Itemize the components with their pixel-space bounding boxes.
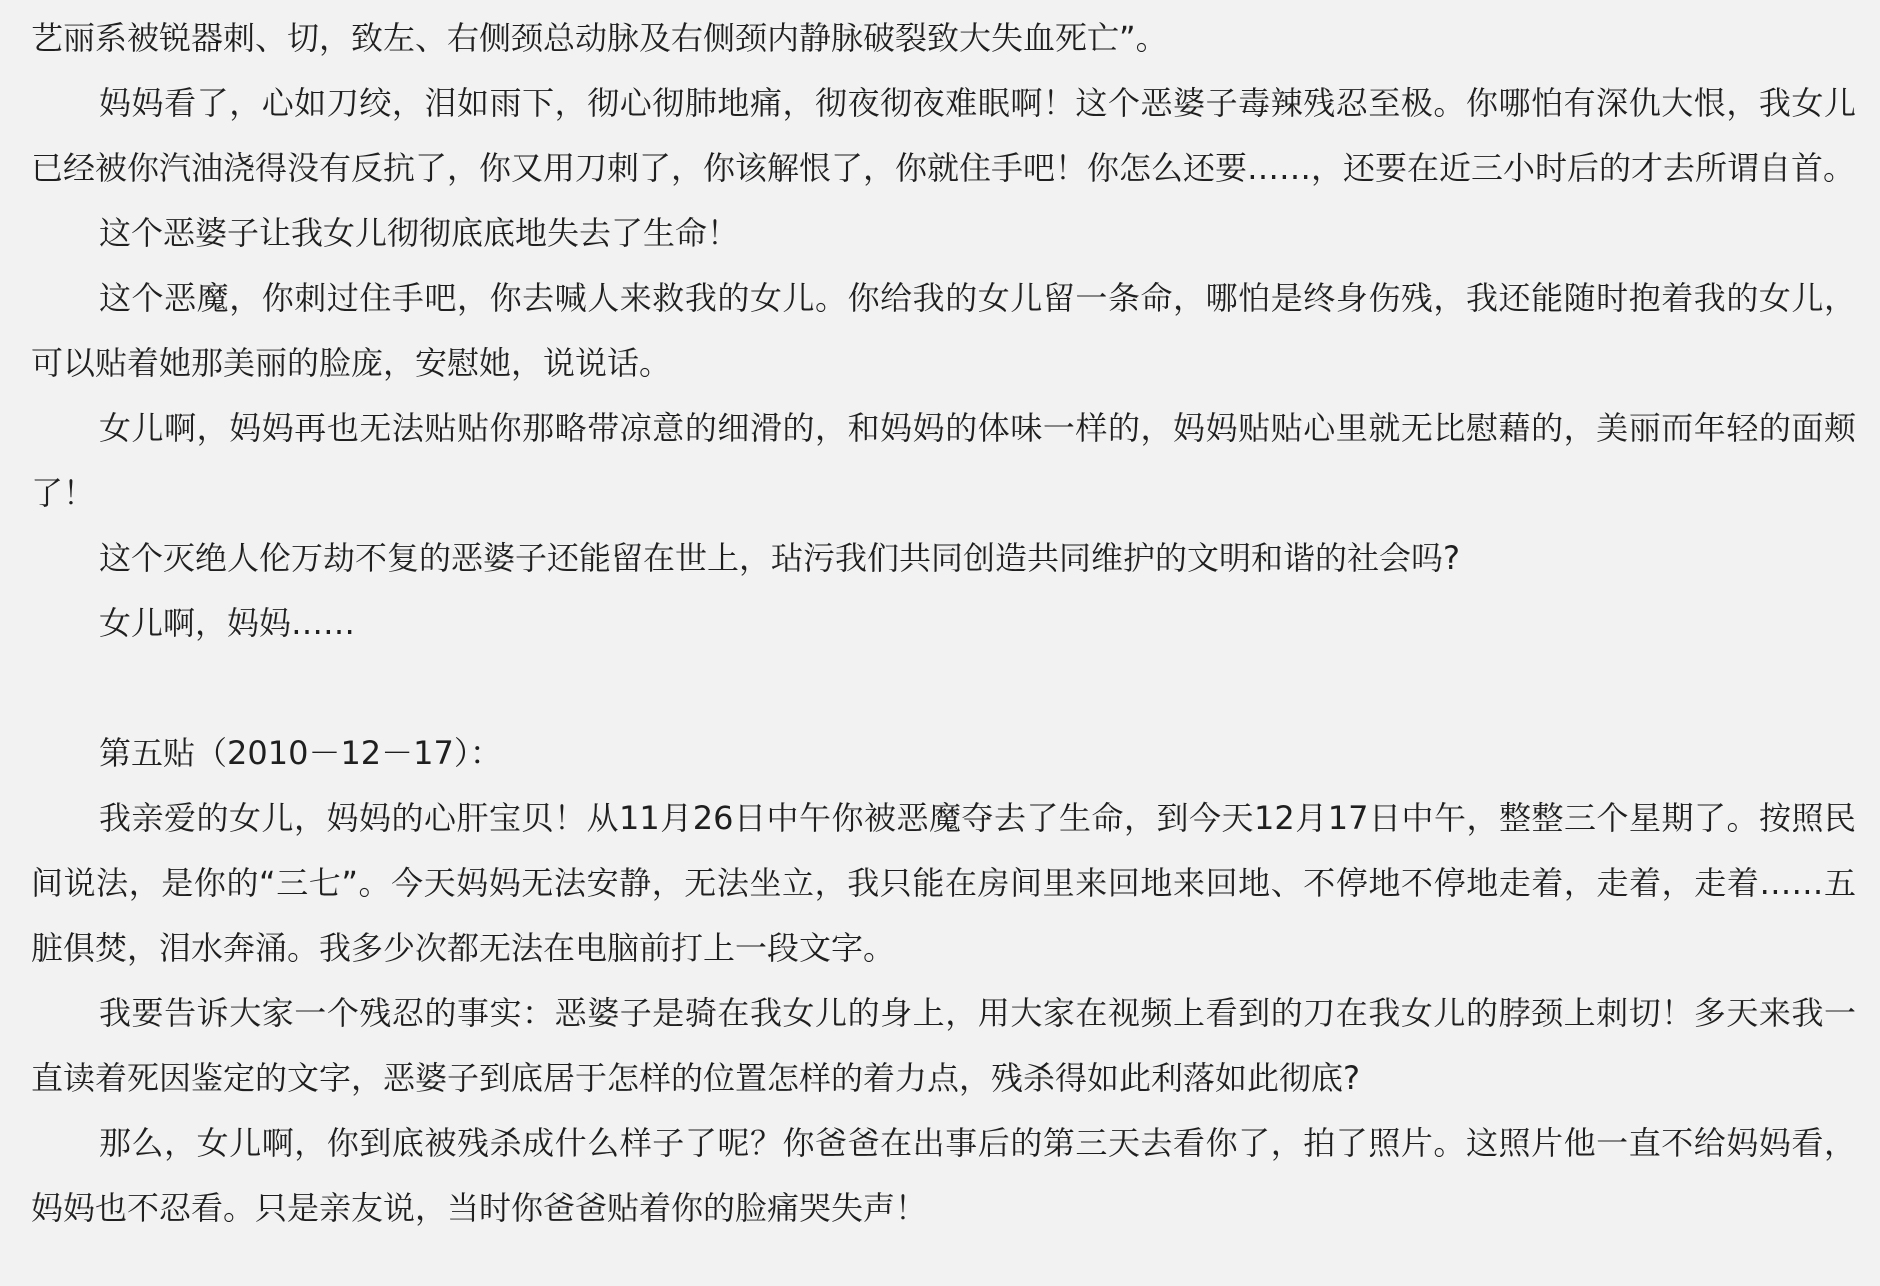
paragraph-mother-grief: 妈妈看了，心如刀绞，泪如雨下，彻心彻肺地痛，彻夜彻夜难眠啊！这个恶婆子毒辣残忍至极。你哪怕有深仇大恨，我女儿已经被你汽油浇得没有反抗了，你又用刀刺了，你该解恨了，你就住手吧！你怎么还要……，还要在近三小时后的才去所谓自首。 xyxy=(31,84,1856,187)
paragraph-lost-life: 这个恶婆子让我女儿彻彻底底地失去了生命！ xyxy=(99,214,740,252)
paragraph-daughter-call: 女儿啊，妈妈…… xyxy=(99,604,356,642)
paragraph-three-weeks: 我亲爱的女儿，妈妈的心肝宝贝！从11月26日中午你被恶魔夺去了生命，到今天12月17日中午，整整三个星期了。按照民间说法，是你的“三七”。今天妈妈无法安静，无法坐立，我只能在房间里来回地来回地、不停地不停地走着，走着，走着……五脏俱焚，泪水奔涌。我多少次都无法在电脑前打上一段文字。 xyxy=(31,799,1856,967)
paragraph-cause-of-death: 艺丽系被锐器刺、切，致左、右侧颈总动脉及右侧颈内静脉破裂致大失血死亡”。 xyxy=(31,19,1168,57)
post-heading: 第五贴（2010－12－17）： xyxy=(99,734,502,772)
paragraph-society-question: 这个灭绝人伦万劫不复的恶婆子还能留在世上，玷污我们共同创造共同维护的文明和谐的社会吗? xyxy=(99,539,1460,577)
paragraph-daughter-face: 女儿啊，妈妈再也无法贴贴你那略带凉意的细滑的，和妈妈的体味一样的，妈妈贴贴心里就无比慰藉的，美丽而年轻的面颊了！ xyxy=(31,409,1856,512)
paragraph-spacer xyxy=(31,656,1856,721)
paragraph-photos: 那么，女儿啊，你到底被残杀成什么样子了呢？你爸爸在出事后的第三天去看你了，拍了照片。这照片他一直不给妈妈看，妈妈也不忍看。只是亲友说，当时你爸爸贴着你的脸痛哭失声！ xyxy=(31,1124,1856,1227)
paragraph-cruel-fact: 我要告诉大家一个残忍的事实：恶婆子是骑在我女儿的身上，用大家在视频上看到的刀在我女儿的脖颈上刺切！多天来我一直读着死因鉴定的文字，恶婆子到底居于怎样的位置怎样的着力点，残杀得如此利落如此彻底? xyxy=(31,994,1856,1097)
paragraph-plea-to-stop: 这个恶魔，你刺过住手吧，你去喊人来救我的女儿。你给我的女儿留一条命，哪怕是终身伤残，我还能随时抱着我的女儿，可以贴着她那美丽的脸庞，安慰她，说说话。 xyxy=(31,279,1856,382)
